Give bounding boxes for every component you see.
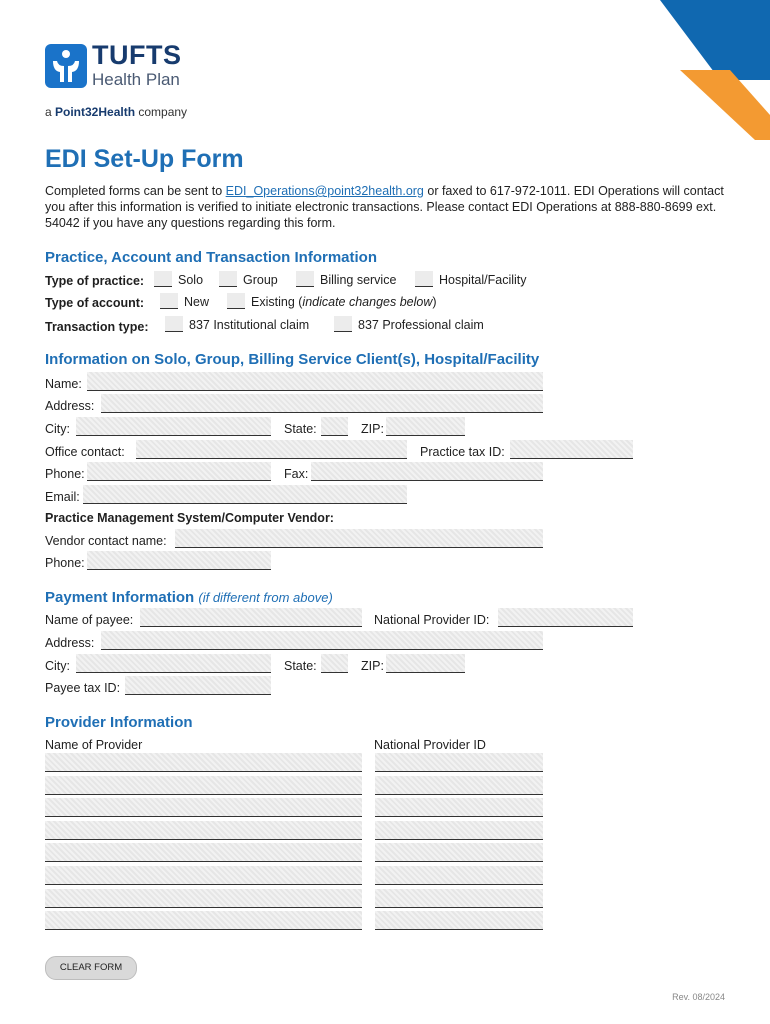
payee-tax-id-label: Payee tax ID: <box>45 681 121 695</box>
transaction-837i-option[interactable]: 837 Institutional claim <box>165 316 309 332</box>
payee-name-label: Name of payee: <box>45 613 134 627</box>
clear-form-button[interactable]: CLEAR FORM <box>45 956 137 980</box>
corner-decoration <box>660 0 770 140</box>
practice-group-option[interactable]: Group <box>219 271 278 287</box>
section-payment-heading: Payment Information (if different from above) <box>45 589 333 606</box>
name-label: Name: <box>45 377 82 391</box>
provider-name-input[interactable] <box>45 843 362 862</box>
payee-address-input[interactable] <box>101 631 543 650</box>
office-contact-label: Office contact: <box>45 445 125 459</box>
provider-name-input[interactable] <box>45 889 362 908</box>
provider-name-column-label: Name of Provider <box>45 738 143 752</box>
account-existing-option[interactable]: Existing ( indicate changes below ) <box>227 293 437 309</box>
practice-solo-option[interactable]: Solo <box>154 271 203 287</box>
provider-npi-input[interactable] <box>375 911 543 930</box>
provider-name-input[interactable] <box>45 911 362 930</box>
payee-tax-id-input[interactable] <box>125 676 271 695</box>
payee-city-input[interactable] <box>76 654 271 673</box>
vendor-phone-label: Phone: <box>45 556 85 570</box>
provider-name-input[interactable] <box>45 821 362 840</box>
provider-npi-column-label: National Provider ID <box>374 738 486 752</box>
payee-npi-label: National Provider ID: <box>374 613 490 627</box>
zip-label: ZIP: <box>361 422 384 436</box>
payee-state-label: State: <box>284 659 317 673</box>
email-link[interactable]: EDI_Operations@point32health.org <box>225 184 424 198</box>
provider-npi-input[interactable] <box>375 843 543 862</box>
payee-npi-input[interactable] <box>498 608 633 627</box>
checkbox-blank[interactable] <box>415 271 433 287</box>
tufts-logo-mark-icon <box>45 44 87 88</box>
transaction-837p-option[interactable]: 837 Professional claim <box>334 316 484 332</box>
payee-state-input[interactable] <box>321 654 348 673</box>
practice-billing-service-option[interactable]: Billing service <box>296 271 396 287</box>
phone-label: Phone: <box>45 467 85 481</box>
account-new-option[interactable]: New <box>160 293 209 309</box>
type-of-account-label: Type of account: <box>45 296 145 310</box>
name-input[interactable] <box>87 372 543 391</box>
provider-npi-input[interactable] <box>375 753 543 772</box>
intro-text: Completed forms can be sent to EDI_Operations@point32health.org or faxed to 617-972-1011. EDI Operations will contact you after this information is verified to initiate electronic transactions. Please contact EDI Operations at 888-880-8699 ext. 54042 if you have any questions regarding this form. <box>45 184 724 230</box>
checkbox-blank[interactable] <box>165 316 183 332</box>
provider-npi-input[interactable] <box>375 798 543 817</box>
provider-name-input[interactable] <box>45 866 362 885</box>
checkbox-blank[interactable] <box>334 316 352 332</box>
checkbox-blank[interactable] <box>154 271 172 287</box>
email-input[interactable] <box>83 485 407 504</box>
state-label: State: <box>284 422 317 436</box>
provider-npi-input[interactable] <box>375 889 543 908</box>
checkbox-blank[interactable] <box>160 293 178 309</box>
practice-tax-id-label: Practice tax ID: <box>420 445 505 459</box>
type-of-practice-label: Type of practice: <box>45 274 145 288</box>
checkbox-blank[interactable] <box>219 271 237 287</box>
vendor-phone-input[interactable] <box>87 551 271 570</box>
provider-name-input[interactable] <box>45 753 362 772</box>
office-contact-input[interactable] <box>136 440 407 459</box>
zip-input[interactable] <box>386 417 465 436</box>
address-input[interactable] <box>101 394 543 413</box>
section-info-heading: Information on Solo, Group, Billing Service Client(s), Hospital/Facility <box>45 351 540 368</box>
email-label: Email: <box>45 490 80 504</box>
section-practice-heading: Practice, Account and Transaction Information <box>45 249 378 266</box>
practice-hospital-option[interactable]: Hospital/Facility <box>415 271 527 287</box>
city-input[interactable] <box>76 417 271 436</box>
vendor-contact-input[interactable] <box>175 529 543 548</box>
payee-zip-input[interactable] <box>386 654 465 673</box>
provider-npi-input[interactable] <box>375 821 543 840</box>
checkbox-blank[interactable] <box>296 271 314 287</box>
provider-npi-input[interactable] <box>375 866 543 885</box>
payee-name-input[interactable] <box>140 608 362 627</box>
provider-name-input[interactable] <box>45 776 362 795</box>
provider-npi-input[interactable] <box>375 776 543 795</box>
payee-city-label: City: <box>45 659 70 673</box>
payee-address-label: Address: <box>45 636 95 650</box>
transaction-type-label: Transaction type: <box>45 320 149 334</box>
phone-input[interactable] <box>87 462 271 481</box>
fax-input[interactable] <box>311 462 543 481</box>
city-label: City: <box>45 422 70 436</box>
payee-zip-label: ZIP: <box>361 659 384 673</box>
checkbox-blank[interactable] <box>227 293 245 309</box>
section-provider-heading: Provider Information <box>45 714 193 731</box>
pms-vendor-label: Practice Management System/Computer Vendor: <box>45 511 334 525</box>
revision-date: Rev. 08/2024 <box>672 992 725 1002</box>
logo-name-line2: Health Plan <box>92 70 180 89</box>
provider-name-input[interactable] <box>45 798 362 817</box>
vendor-contact-label: Vendor contact name: <box>45 534 167 548</box>
state-input[interactable] <box>321 417 348 436</box>
logo-tagline: a Point32Health company <box>45 105 188 119</box>
address-label: Address: <box>45 399 95 413</box>
practice-tax-id-input[interactable] <box>510 440 633 459</box>
page-title: EDI Set-Up Form <box>45 145 244 173</box>
logo-name-line1: TUFTS <box>92 40 182 70</box>
logo <box>45 44 87 88</box>
fax-label: Fax: <box>284 467 309 481</box>
